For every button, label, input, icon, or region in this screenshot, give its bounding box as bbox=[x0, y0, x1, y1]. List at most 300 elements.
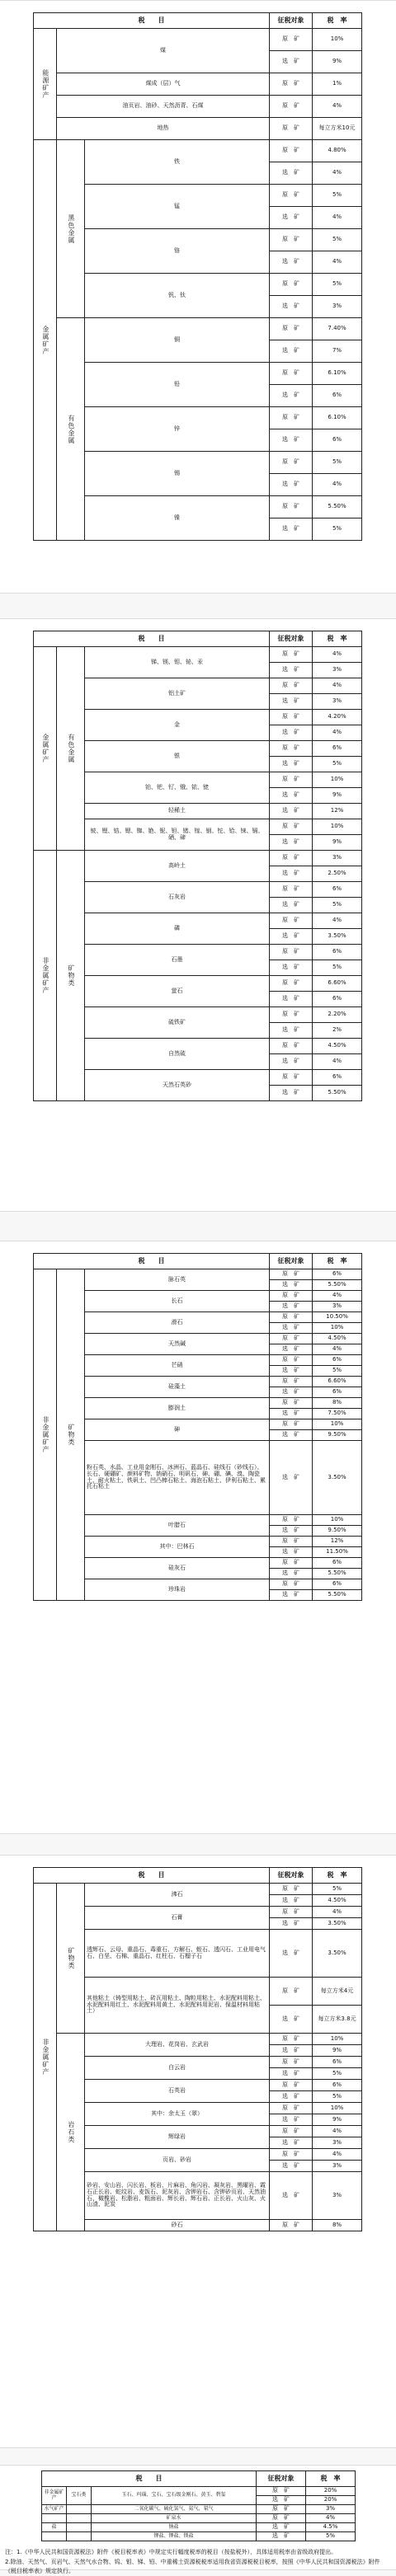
category-cell: 金属矿产 bbox=[34, 647, 57, 851]
rate-cell: 5% bbox=[313, 452, 362, 474]
rate-cell: 每立方米10元 bbox=[313, 118, 362, 140]
object-cell: 原 矿 bbox=[270, 1978, 313, 2006]
rate-cell: 8% bbox=[313, 1398, 362, 1409]
object-cell: 原 矿 bbox=[270, 710, 313, 725]
object-cell: 原 矿 bbox=[270, 407, 313, 429]
tax-item-name: 铍、锂、锆、锶、铷、铯、铌、钽、锗、镓、铟、铊、铪、铼、镉、硒、碲 bbox=[85, 819, 270, 851]
tax-item-name: 天然碱 bbox=[85, 1334, 270, 1355]
tax-item-name: 滑石 bbox=[85, 1312, 270, 1334]
rate-cell: 9% bbox=[313, 2045, 362, 2057]
category-cell: 盐 bbox=[42, 2523, 67, 2532]
rate-cell: 1% bbox=[313, 73, 362, 96]
rate-cell: 7.40% bbox=[313, 318, 362, 340]
table-row bbox=[42, 2487, 356, 2496]
rate-cell: 4.80% bbox=[313, 140, 362, 162]
object-cell: 原 矿 bbox=[257, 2514, 306, 2523]
object-cell: 选 矿 bbox=[270, 1387, 313, 1398]
rate-cell: 2.50% bbox=[313, 866, 362, 882]
tax-item-name: 石膏 bbox=[85, 1907, 270, 1930]
object-cell: 选 矿 bbox=[270, 1590, 313, 1601]
object-cell: 原 矿 bbox=[270, 1537, 313, 1547]
object-cell: 选 矿 bbox=[270, 2068, 313, 2080]
object-cell: 选 矿 bbox=[270, 1280, 313, 1291]
tax-item-header: 税 目 bbox=[34, 13, 270, 29]
rate-cell: 6% bbox=[313, 992, 362, 1007]
tax-item-name: 镍 bbox=[85, 496, 270, 541]
object-cell: 原 矿 bbox=[270, 185, 313, 207]
rate-cell: 5% bbox=[313, 185, 362, 207]
object-header: 征税对象 bbox=[270, 631, 313, 647]
tax-item-name: 钾盐、钾盐、镁盐 bbox=[92, 2532, 257, 2541]
object-cell: 选 矿 bbox=[270, 2137, 313, 2149]
category-cell: 水气矿产 bbox=[42, 2505, 67, 2514]
rate-cell: 10% bbox=[313, 1323, 362, 1334]
object-cell: 原 矿 bbox=[270, 1558, 313, 1569]
tax-item-name: 透辉石、云母、重晶石、毒重石、方解石、蛭石、透闪石、工业用电气石、白垩、石棉、重晶石、红柱石、石榴子石 bbox=[85, 1930, 270, 1978]
rate-cell: 每立方米4元 bbox=[313, 1978, 362, 2006]
rate-cell: 5% bbox=[306, 2532, 356, 2541]
rate-cell: 3.50% bbox=[313, 1918, 362, 1930]
object-cell: 选 矿 bbox=[270, 1344, 313, 1355]
object-cell: 原 矿 bbox=[270, 118, 313, 140]
object-cell: 选 矿 bbox=[270, 2161, 313, 2172]
object-cell: 原 矿 bbox=[270, 1515, 313, 1526]
category-cell bbox=[42, 2514, 67, 2523]
object-cell: 选 矿 bbox=[270, 1023, 313, 1039]
rate-header: 税 率 bbox=[313, 631, 362, 647]
tax-table bbox=[33, 631, 362, 1101]
category-cell: 非金属矿产 bbox=[34, 1269, 57, 1601]
tax-item-name: 珍珠岩 bbox=[85, 1579, 270, 1601]
rate-cell: 7.50% bbox=[313, 1409, 362, 1419]
tax-item-name: 锑、镁、钼、铋、汞 bbox=[85, 647, 270, 678]
object-cell: 原 矿 bbox=[270, 2034, 313, 2045]
tax-item-name: 叶腊石 bbox=[85, 1515, 270, 1537]
rate-cell: 5% bbox=[313, 229, 362, 251]
rate-cell: 9.50% bbox=[313, 1526, 362, 1537]
tax-item-name: 砂岩、安山岩、闪长岩、板岩、片麻岩、角闪岩、凝灰岩、黑曜岩、霞石正长岩、蛇纹岩、麦饭石、泥灰岩、含钾岩石、含钾砂页岩、天然油石、橄榄岩、松脂岩、粗面岩、辉长岩、辉石岩、正长岩、火山灰、火山渣、泥炭 bbox=[85, 2172, 270, 2220]
object-cell: 原 矿 bbox=[270, 1419, 313, 1430]
rate-cell: 6% bbox=[313, 429, 362, 452]
rate-cell: 4% bbox=[313, 1291, 362, 1302]
rate-cell: 2.20% bbox=[313, 1007, 362, 1023]
tax-item-name: 高岭土 bbox=[85, 851, 270, 882]
rate-cell: 4.20% bbox=[313, 710, 362, 725]
tax-item-name: 膨润土 bbox=[85, 1398, 270, 1419]
object-cell: 原 矿 bbox=[270, 452, 313, 474]
table-row bbox=[34, 73, 362, 96]
subcategory-cell bbox=[67, 2505, 92, 2514]
tax-item-name: 萤石 bbox=[85, 976, 270, 1007]
table-row bbox=[42, 2523, 356, 2532]
category-cell bbox=[42, 2532, 67, 2541]
rate-cell: 4% bbox=[313, 647, 362, 663]
object-cell: 选 矿 bbox=[270, 340, 313, 363]
subcategory-cell: 矿物类 bbox=[57, 1269, 85, 1601]
tax-item-name: 铝土矿 bbox=[85, 678, 270, 710]
object-cell: 原 矿 bbox=[270, 96, 313, 118]
rate-cell: 3.50% bbox=[313, 1930, 362, 1978]
tax-item-name: 银 bbox=[85, 741, 270, 772]
object-cell: 选 矿 bbox=[270, 1302, 313, 1312]
object-cell: 原 矿 bbox=[270, 913, 313, 929]
tax-item-name: 脉石英 bbox=[85, 1269, 270, 1291]
rate-cell: 3% bbox=[313, 296, 362, 318]
object-cell: 选 矿 bbox=[270, 992, 313, 1007]
rate-cell: 3% bbox=[313, 851, 362, 866]
rate-cell: 5.50% bbox=[313, 1086, 362, 1101]
rate-cell: 3% bbox=[306, 2505, 356, 2514]
table-row bbox=[34, 647, 362, 663]
tax-item-name: 矿泉水 bbox=[92, 2514, 257, 2523]
object-cell: 选 矿 bbox=[270, 1086, 313, 1101]
object-cell: 选 矿 bbox=[270, 1054, 313, 1070]
tax-item-name: 锰 bbox=[85, 185, 270, 229]
table-row bbox=[34, 1884, 362, 1895]
rate-cell: 5% bbox=[313, 518, 362, 541]
object-cell: 原 矿 bbox=[270, 2220, 313, 2231]
tax-table-page-4 bbox=[0, 1855, 396, 2448]
rate-cell: 4% bbox=[313, 1054, 362, 1070]
object-cell: 选 矿 bbox=[270, 207, 313, 229]
rate-cell: 3% bbox=[313, 2161, 362, 2172]
object-cell: 选 矿 bbox=[270, 694, 313, 710]
tax-item-name: 硅藻土 bbox=[85, 1377, 270, 1398]
rate-cell: 5% bbox=[313, 2068, 362, 2080]
rate-cell: 每立方米3.8元 bbox=[313, 2006, 362, 2034]
rate-cell: 6.60% bbox=[313, 976, 362, 992]
rate-cell: 4% bbox=[313, 725, 362, 741]
rate-cell: 6% bbox=[313, 1558, 362, 1569]
object-cell: 选 矿 bbox=[270, 1569, 313, 1579]
rate-cell: 12% bbox=[313, 1537, 362, 1547]
tax-item-name: 地热 bbox=[57, 118, 270, 140]
tax-item-name: 煤 bbox=[57, 29, 270, 73]
table-header-row bbox=[34, 1868, 362, 1884]
table-header-row bbox=[34, 1254, 362, 1269]
subcategory-cell: 矿物类 bbox=[57, 1884, 85, 2034]
table-row bbox=[34, 29, 362, 51]
rate-cell: 10% bbox=[313, 29, 362, 51]
rate-cell: 4% bbox=[313, 207, 362, 229]
category-cell: 非金属矿产 bbox=[34, 851, 57, 1101]
object-cell: 原 矿 bbox=[270, 1355, 313, 1366]
tax-item-header: 税 目 bbox=[42, 2471, 257, 2487]
object-cell: 选 矿 bbox=[257, 2496, 306, 2505]
table-row bbox=[42, 2514, 356, 2523]
object-cell: 原 矿 bbox=[270, 819, 313, 835]
footnote: 注：1.《中华人民共和国资源税法》附件《税目税率表》中规定实行幅度税率的税目（按盐税外），具体适用税率由省级政府提出。 bbox=[5, 2549, 337, 2555]
tax-item-name: 金 bbox=[85, 710, 270, 741]
table-row bbox=[34, 851, 362, 866]
object-cell: 原 矿 bbox=[270, 741, 313, 757]
object-cell: 原 矿 bbox=[270, 1398, 313, 1409]
tax-item-name: 磷 bbox=[85, 913, 270, 945]
tax-item-name: 铬 bbox=[85, 229, 270, 274]
subcategory-cell bbox=[67, 2514, 92, 2523]
rate-cell: 12% bbox=[313, 804, 362, 819]
object-cell: 原 矿 bbox=[270, 363, 313, 385]
category-cell: 能源矿产 bbox=[34, 29, 57, 140]
subcategory-cell: 有色金属 bbox=[57, 318, 85, 541]
subcategory-cell: 宝石类 bbox=[67, 2487, 92, 2505]
tax-item-name: 锌 bbox=[85, 407, 270, 452]
rate-cell: 5.50% bbox=[313, 1569, 362, 1579]
tax-item-name: 铜 bbox=[85, 318, 270, 363]
table-row bbox=[34, 96, 362, 118]
tax-table-page-1 bbox=[0, 0, 396, 594]
rate-cell: 3% bbox=[313, 2172, 362, 2220]
tax-item-name: 铅 bbox=[85, 363, 270, 407]
rate-cell: 4% bbox=[313, 678, 362, 694]
rate-cell: 6% bbox=[313, 741, 362, 757]
tax-item-name: 沸石 bbox=[85, 1884, 270, 1907]
rate-cell: 10.50% bbox=[313, 1312, 362, 1323]
table-header-row bbox=[34, 13, 362, 29]
subcategory-cell: 矿物类 bbox=[57, 851, 85, 1101]
rate-cell: 4.50% bbox=[313, 1895, 362, 1907]
tax-table bbox=[33, 1253, 362, 1601]
rate-cell: 4.50% bbox=[313, 1039, 362, 1054]
object-header: 征税对象 bbox=[257, 2471, 306, 2487]
object-cell: 原 矿 bbox=[257, 2505, 306, 2514]
rate-cell: 5% bbox=[313, 757, 362, 772]
object-cell: 原 矿 bbox=[270, 1291, 313, 1302]
object-cell: 原 矿 bbox=[270, 2080, 313, 2091]
object-cell: 原 矿 bbox=[270, 274, 313, 296]
object-cell: 选 矿 bbox=[270, 296, 313, 318]
rate-cell: 5% bbox=[313, 274, 362, 296]
rate-header: 税 率 bbox=[313, 13, 362, 29]
rate-cell: 9.50% bbox=[313, 1430, 362, 1441]
rate-header: 税 率 bbox=[313, 1254, 362, 1269]
category-cell: 非金属矿产 bbox=[34, 1884, 57, 2231]
rate-cell: 4% bbox=[313, 96, 362, 118]
table-header-row bbox=[34, 631, 362, 647]
rate-cell: 8% bbox=[313, 2220, 362, 2231]
tax-item-name: 其他粘土（铸型用粘土、砖瓦用粘土、陶粒用粘土、水泥配料用粘土、水泥配料用红土、水泥配料用黄土、水泥配料用泥岩、保温材料用粘土） bbox=[85, 1978, 270, 2034]
object-cell: 原 矿 bbox=[270, 2103, 313, 2114]
rate-cell: 6.10% bbox=[313, 407, 362, 429]
object-cell: 原 矿 bbox=[270, 229, 313, 251]
tax-item-name: 钠盐 bbox=[92, 2523, 257, 2532]
object-cell: 选 矿 bbox=[270, 2114, 313, 2126]
tax-item-name: 轻稀土 bbox=[85, 804, 270, 819]
object-cell: 原 矿 bbox=[257, 2487, 306, 2496]
tax-item-name: 铂、钯、钌、锇、铱、铑 bbox=[85, 772, 270, 804]
rate-cell: 10% bbox=[313, 2034, 362, 2045]
rate-cell: 10% bbox=[313, 772, 362, 788]
rate-cell: 4.50% bbox=[313, 1334, 362, 1344]
object-cell: 选 矿 bbox=[270, 2045, 313, 2057]
tax-item-name: 石灰岩 bbox=[85, 882, 270, 913]
rate-cell: 9% bbox=[313, 2114, 362, 2126]
tax-item-header: 税 目 bbox=[34, 1868, 270, 1884]
object-cell: 选 矿 bbox=[270, 2172, 313, 2220]
rate-cell: 11.50% bbox=[313, 1547, 362, 1558]
object-cell: 选 矿 bbox=[270, 1323, 313, 1334]
subcategory-cell: 黑色金属 bbox=[57, 140, 85, 318]
rate-header: 税 率 bbox=[313, 1868, 362, 1884]
rate-cell: 7% bbox=[313, 340, 362, 363]
object-cell: 选 矿 bbox=[270, 866, 313, 882]
tax-table bbox=[33, 12, 362, 541]
object-header: 征税对象 bbox=[270, 1254, 313, 1269]
tax-item-name: 大理岩、花岗岩、玄武岩 bbox=[85, 2034, 270, 2057]
object-cell: 选 矿 bbox=[270, 929, 313, 945]
tax-item-name: 白云岩 bbox=[85, 2057, 270, 2080]
object-cell: 原 矿 bbox=[270, 73, 313, 96]
object-cell: 原 矿 bbox=[270, 1312, 313, 1323]
object-cell: 原 矿 bbox=[270, 945, 313, 960]
object-cell: 选 矿 bbox=[270, 1430, 313, 1441]
object-cell: 选 矿 bbox=[270, 474, 313, 496]
tax-item-name: 辉绿岩 bbox=[85, 2126, 270, 2149]
rate-cell: 6% bbox=[313, 1387, 362, 1398]
rate-cell: 5% bbox=[313, 1884, 362, 1895]
tax-item-name: 玉石、玛瑙、宝石、宝石级金刚石、黄玉、碧玺 bbox=[92, 2487, 257, 2505]
tax-item-header: 税 目 bbox=[34, 1254, 270, 1269]
object-cell: 选 矿 bbox=[270, 429, 313, 452]
object-cell: 原 矿 bbox=[270, 2126, 313, 2137]
tax-item-name: 煤成（层）气 bbox=[57, 73, 270, 96]
tax-item-name: 粉石英、水晶、工业用金刚石、冰洲石、蓝晶石、硅线石（砂线石）、长石、硬硼矿、颜料矿物、钠硝石、明矾石、砷、硼、碘、溴、陶瓷土、耐火粘土、铁矾土、凹凸棒石粘土、海泡石粘土、伊利石粘土、累托石粘土 bbox=[85, 1441, 270, 1515]
rate-cell: 4% bbox=[313, 1344, 362, 1355]
object-cell: 选 矿 bbox=[270, 1918, 313, 1930]
table-row bbox=[34, 118, 362, 140]
rate-cell: 5.50% bbox=[313, 496, 362, 518]
tax-item-name: 砂石 bbox=[85, 2220, 270, 2231]
object-cell: 选 矿 bbox=[270, 2091, 313, 2103]
object-cell: 选 矿 bbox=[257, 2532, 306, 2541]
object-cell: 选 矿 bbox=[270, 725, 313, 741]
object-cell: 原 矿 bbox=[270, 2057, 313, 2068]
rate-cell: 4% bbox=[313, 2149, 362, 2161]
rate-cell: 9% bbox=[313, 835, 362, 851]
rate-cell: 4% bbox=[313, 162, 362, 185]
object-header: 征税对象 bbox=[270, 13, 313, 29]
tax-item-name: 钒、钛 bbox=[85, 274, 270, 318]
table-header-row bbox=[42, 2471, 356, 2487]
table-row bbox=[34, 1269, 362, 1280]
object-cell: 选 矿 bbox=[270, 898, 313, 913]
table-row bbox=[34, 318, 362, 340]
object-cell: 原 矿 bbox=[270, 1884, 313, 1895]
tax-item-name: 其中：余太玉（翠） bbox=[85, 2103, 270, 2126]
object-cell: 原 矿 bbox=[270, 647, 313, 663]
tax-item-header: 税 目 bbox=[34, 631, 270, 647]
object-cell: 选 矿 bbox=[270, 960, 313, 976]
rate-cell: 6.60% bbox=[313, 1377, 362, 1387]
rate-cell: 6.10% bbox=[313, 363, 362, 385]
tax-table-page-5 bbox=[0, 2465, 396, 2574]
tax-table-page-3 bbox=[0, 1241, 396, 1834]
tax-item-name: 硫铁矿 bbox=[85, 1007, 270, 1039]
object-cell: 选 矿 bbox=[270, 835, 313, 851]
table-row bbox=[34, 140, 362, 162]
rate-cell: 3% bbox=[313, 1302, 362, 1312]
object-cell: 选 矿 bbox=[270, 663, 313, 678]
tax-item-name: 二氧化碳气、硫化氢气、氦气、氡气 bbox=[92, 2505, 257, 2514]
tax-item-name: 页岩、砂岩 bbox=[85, 2149, 270, 2172]
rate-cell: 3% bbox=[313, 694, 362, 710]
tax-item-name: 油页岩、油砂、天然沥青、石煤 bbox=[57, 96, 270, 118]
object-header: 征税对象 bbox=[270, 1868, 313, 1884]
rate-cell: 4% bbox=[306, 2514, 356, 2523]
object-cell: 选 矿 bbox=[270, 1930, 313, 1978]
object-cell: 选 矿 bbox=[270, 804, 313, 819]
object-cell: 选 矿 bbox=[270, 2006, 313, 2034]
rate-cell: 3.50% bbox=[313, 1441, 362, 1515]
footnote: 2.除油、天然气、页岩气、天然气水合物、钨、钼、锑、铅、中重稀土资源税税率适用我省资源税税目税率，按照《中华人民共和国资源税法》附件《税目税率表》规定执行。 bbox=[5, 2559, 380, 2574]
object-cell: 选 矿 bbox=[270, 1526, 313, 1537]
object-cell: 选 矿 bbox=[270, 1409, 313, 1419]
rate-cell: 4% bbox=[313, 474, 362, 496]
object-cell: 选 矿 bbox=[270, 788, 313, 804]
rate-cell: 5.50% bbox=[313, 1590, 362, 1601]
object-cell: 原 矿 bbox=[270, 318, 313, 340]
tax-item-name: 铁 bbox=[85, 140, 270, 185]
rate-cell: 5% bbox=[313, 2091, 362, 2103]
object-cell: 原 矿 bbox=[270, 1269, 313, 1280]
tax-item-name: 砷 bbox=[85, 1419, 270, 1441]
tax-item-name: 芒硝 bbox=[85, 1355, 270, 1377]
rate-cell: 2% bbox=[313, 1023, 362, 1039]
object-cell: 选 矿 bbox=[270, 1441, 313, 1515]
table-row bbox=[42, 2532, 356, 2541]
object-cell: 原 矿 bbox=[270, 2149, 313, 2161]
tax-item-name: 石墨 bbox=[85, 945, 270, 976]
rate-cell: 10% bbox=[313, 1515, 362, 1526]
object-cell: 选 矿 bbox=[270, 518, 313, 541]
object-cell: 选 矿 bbox=[270, 757, 313, 772]
rate-cell: 3% bbox=[313, 2137, 362, 2149]
subcategory-cell bbox=[67, 2523, 92, 2532]
rate-cell: 9% bbox=[313, 51, 362, 73]
tax-item-name: 自然硫 bbox=[85, 1039, 270, 1070]
rate-cell: 6% bbox=[313, 2080, 362, 2091]
rate-cell: 6% bbox=[313, 1355, 362, 1366]
object-cell: 选 矿 bbox=[270, 1895, 313, 1907]
tax-item-name: 锡 bbox=[85, 452, 270, 496]
tax-item-name: 硅灰石 bbox=[85, 1558, 270, 1579]
tax-table bbox=[41, 2470, 356, 2541]
object-cell: 选 矿 bbox=[270, 162, 313, 185]
category-cell: 金属矿产 bbox=[34, 140, 57, 541]
tax-table-page-2 bbox=[0, 618, 396, 1212]
object-cell: 选 矿 bbox=[270, 1366, 313, 1377]
object-cell: 原 矿 bbox=[270, 1377, 313, 1387]
subcategory-cell: 有色金属 bbox=[57, 647, 85, 851]
rate-cell: 20% bbox=[306, 2496, 356, 2505]
rate-cell: 4.5% bbox=[306, 2523, 356, 2532]
rate-cell: 5% bbox=[313, 898, 362, 913]
rate-cell: 3% bbox=[313, 663, 362, 678]
object-cell: 原 矿 bbox=[270, 976, 313, 992]
rate-cell: 6% bbox=[313, 1070, 362, 1086]
tax-table bbox=[33, 1867, 362, 2231]
object-cell: 选 矿 bbox=[270, 251, 313, 274]
object-cell: 原 矿 bbox=[270, 140, 313, 162]
object-cell: 选 矿 bbox=[270, 385, 313, 407]
rate-cell: 10% bbox=[313, 2103, 362, 2114]
rate-cell: 10% bbox=[313, 1419, 362, 1430]
rate-cell: 5% bbox=[313, 960, 362, 976]
tax-item-name: 长石 bbox=[85, 1291, 270, 1312]
rate-cell: 4% bbox=[313, 2126, 362, 2137]
object-cell: 选 矿 bbox=[270, 51, 313, 73]
object-cell: 原 矿 bbox=[270, 882, 313, 898]
